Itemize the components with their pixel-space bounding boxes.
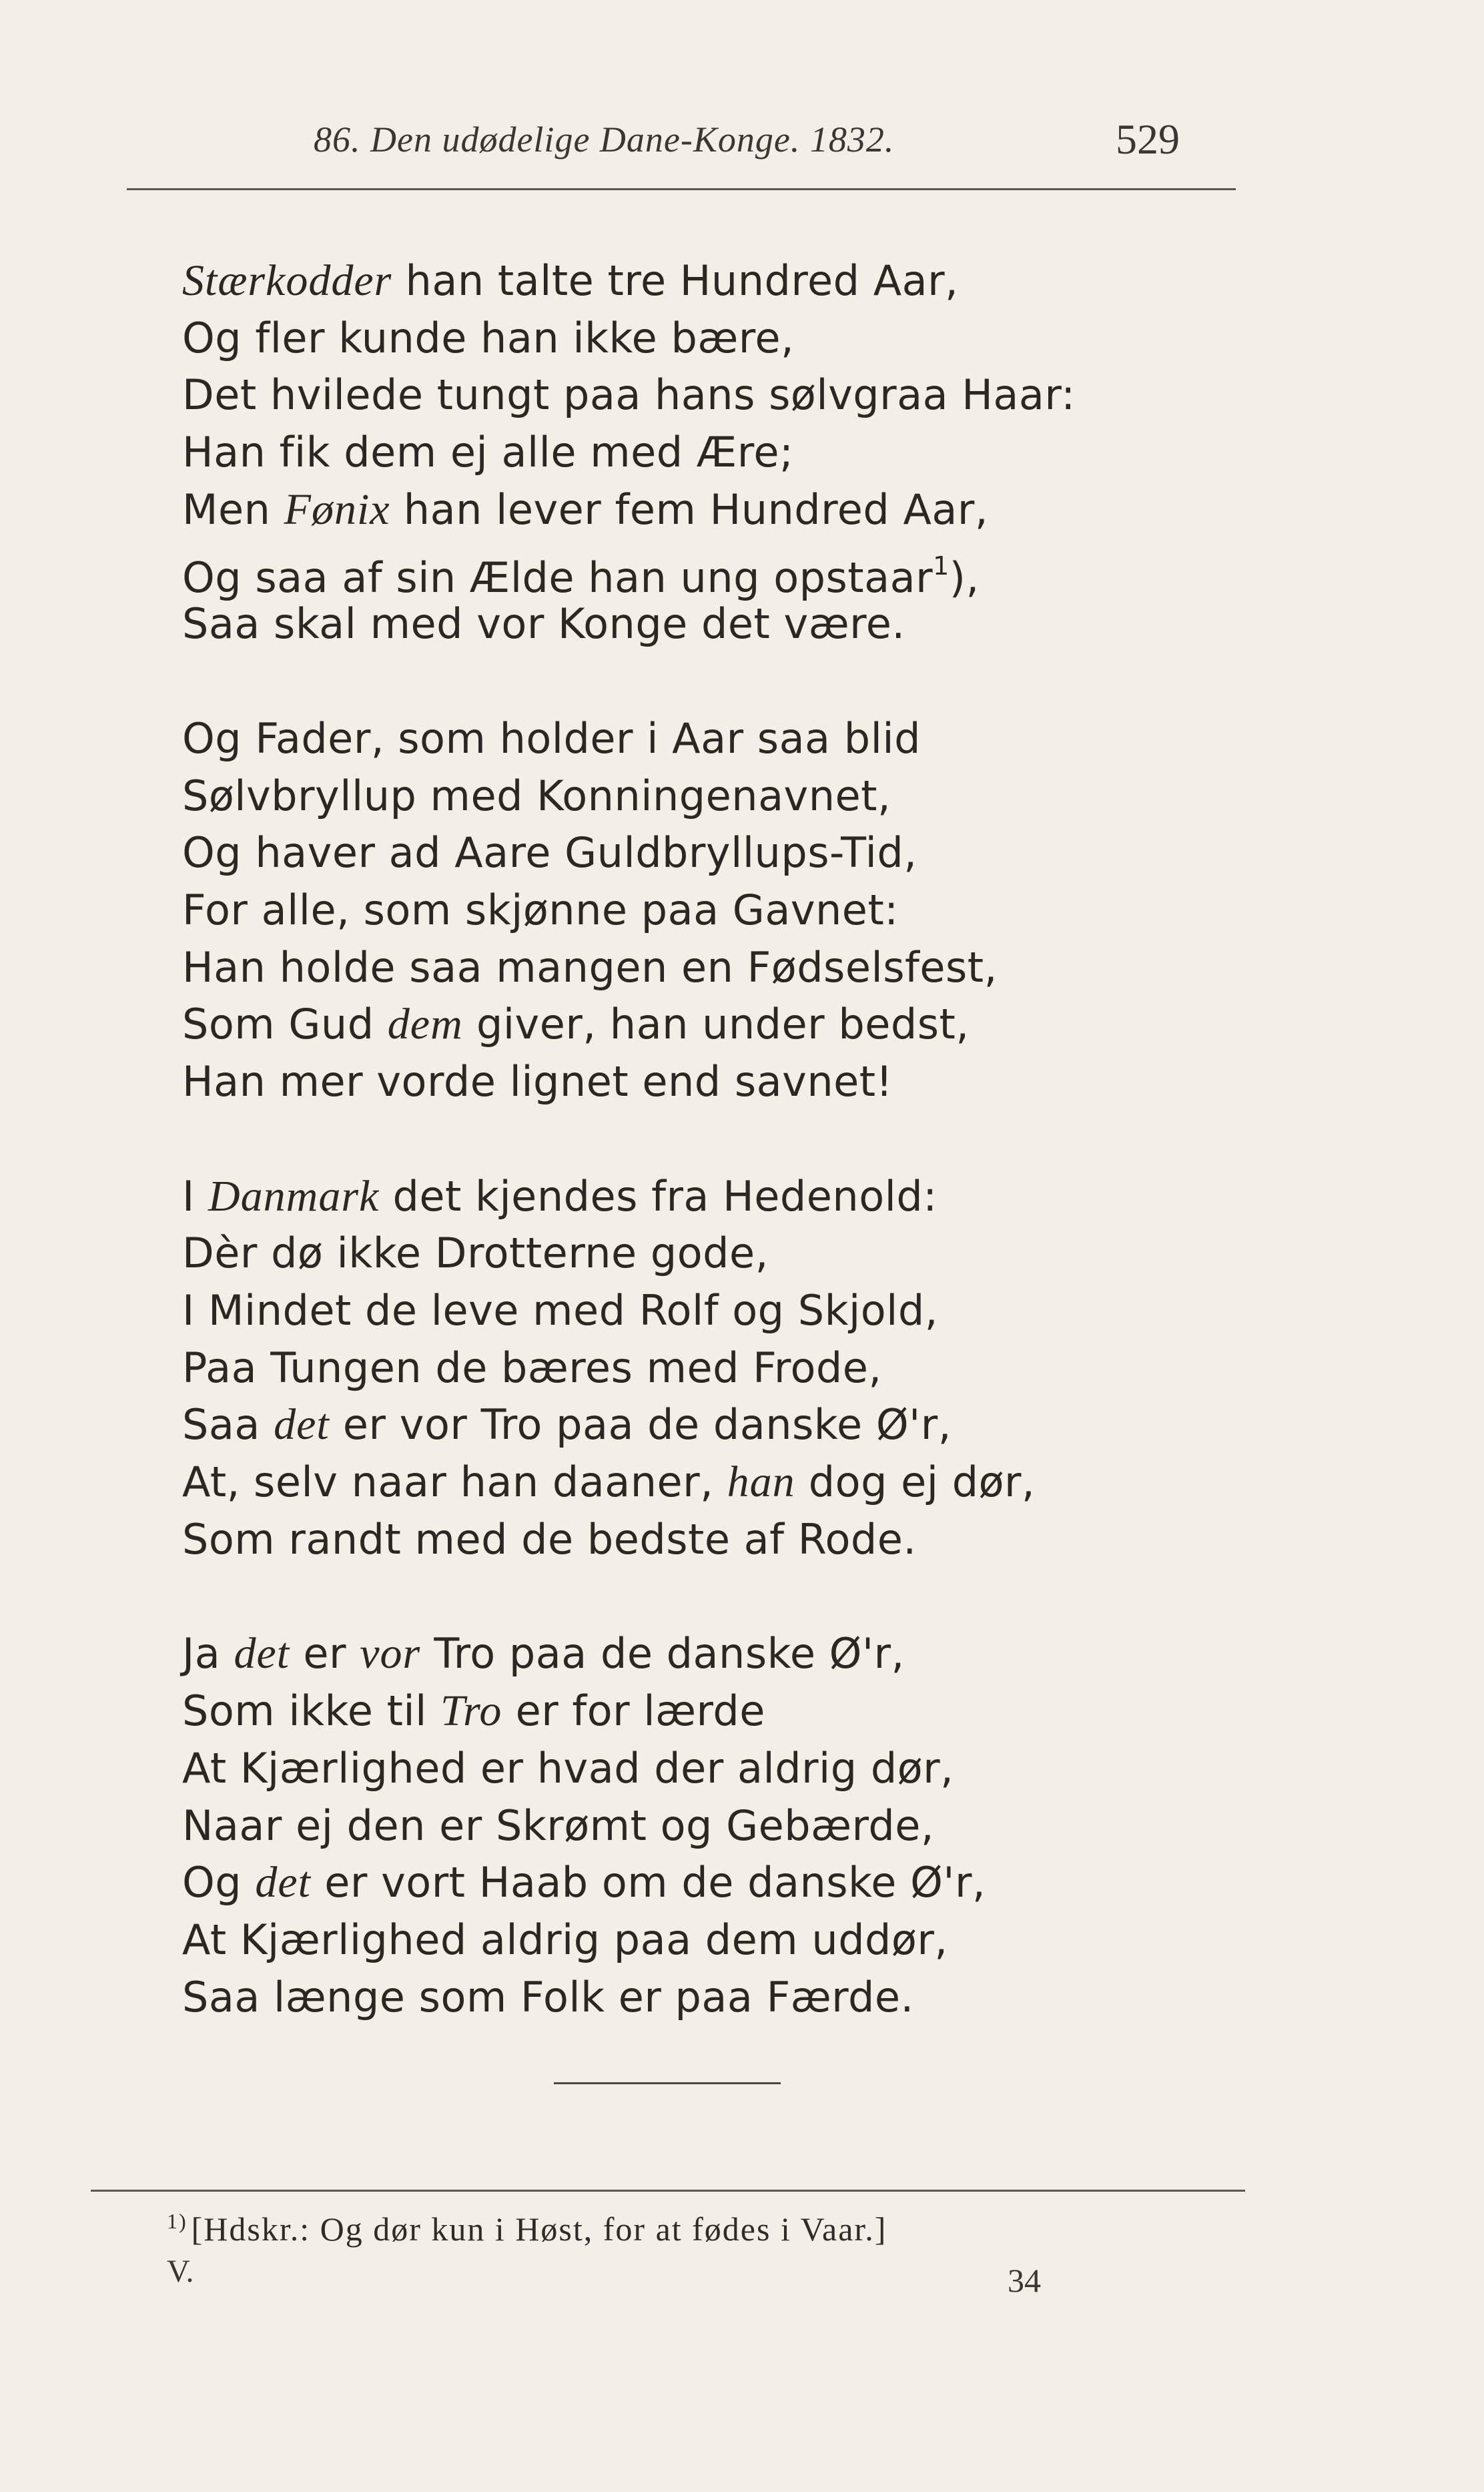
line-text: er vor Tro paa de danske Ø'r, <box>329 1400 952 1450</box>
poem-line <box>182 1740 1383 1797</box>
footnote-reference: 1 <box>933 551 950 581</box>
poem-line <box>182 996 1383 1053</box>
line-text: det kjendes fra Hedenold: <box>379 1171 938 1221</box>
line-text: Dèr dø ikke Drotterne gode, <box>182 1229 769 1278</box>
poem-line <box>182 1339 1383 1397</box>
line-text: I Mindet de leve med Rolf og Skjold, <box>182 1286 938 1335</box>
poem-line <box>182 1168 1383 1225</box>
line-text: Saa længe som Folk er paa Færde. <box>182 1972 914 2021</box>
line-text: dog ej dør, <box>795 1458 1036 1507</box>
line-text: Det hvilede tungt paa hans sølvgraa Haar: <box>182 370 1076 420</box>
poem-line <box>182 1682 1383 1740</box>
line-text: er for lærde <box>502 1686 765 1736</box>
line-text: Han holde saa mangen en Fødselsfest, <box>182 942 998 992</box>
header-rule <box>127 188 1236 190</box>
poem-line <box>182 366 1383 424</box>
line-text: Og fler kunde han ikke bære, <box>182 313 795 362</box>
line-text: ), <box>949 553 980 603</box>
poem-line <box>182 1854 1383 1911</box>
poem-line <box>182 939 1383 996</box>
poem-line <box>182 882 1383 939</box>
sheet-number: 34 <box>1008 2262 1041 2299</box>
poem-line <box>182 1511 1383 1568</box>
poem-line <box>182 1969 1383 2026</box>
poem-line <box>182 1053 1383 1111</box>
stanza <box>182 252 1383 653</box>
end-rule <box>554 2082 781 2084</box>
italic-word: vor <box>360 1629 421 1678</box>
italic-word: dem <box>387 1000 463 1049</box>
poem-line <box>182 1797 1383 1855</box>
line-text: er <box>290 1629 360 1678</box>
poem-line <box>182 595 1383 653</box>
line-text: Sølvbryllup med Konningenavnet, <box>182 771 891 820</box>
line-text: Naar ej den er Skrømt og Gebærde, <box>182 1801 935 1850</box>
italic-word: han <box>727 1458 795 1507</box>
line-text: Ja <box>182 1629 234 1678</box>
italic-word: det <box>255 1858 312 1907</box>
footnote-text: [Hdskr.: Og dør kun i Høst, for at fødes i Vaar.] <box>191 2210 887 2248</box>
line-text: Men <box>182 485 284 534</box>
poem-line <box>182 1454 1383 1511</box>
line-text: Som Gud <box>182 1000 388 1049</box>
italic-word: det <box>234 1629 290 1678</box>
poem <box>182 252 1383 2026</box>
page-number: 529 <box>1116 115 1180 163</box>
poem-line <box>182 424 1383 481</box>
poem-line <box>182 1225 1383 1282</box>
line-text: Tro paa de danske Ø'r, <box>420 1629 905 1678</box>
line-text: giver, han under bedst, <box>462 1000 970 1049</box>
poem-line <box>182 252 1383 310</box>
poem-line <box>182 310 1383 367</box>
stanza <box>182 710 1383 1111</box>
poem-line <box>182 1396 1383 1454</box>
poem-line <box>182 1911 1383 1969</box>
footnote-mark: 1) <box>167 2209 188 2233</box>
line-text: Som randt med de bedste af Rode. <box>182 1514 917 1564</box>
line-text: At Kjærlighed aldrig paa dem uddør, <box>182 1915 948 1964</box>
line-text: Han mer vorde lignet end savnet! <box>182 1056 893 1106</box>
italic-word: Tro <box>440 1686 502 1736</box>
line-text: I <box>182 1171 208 1221</box>
line-text: Paa Tungen de bæres med Frode, <box>182 1343 882 1392</box>
italic-word: Stærkodder <box>182 256 392 305</box>
italic-word: det <box>274 1400 330 1450</box>
line-text: Saa skal med vor Konge det være. <box>182 599 905 649</box>
footnote <box>167 2209 887 2248</box>
line-text: han lever fem Hundred Aar, <box>390 485 989 534</box>
line-text: At Kjærlighed er hvad der aldrig dør, <box>182 1743 954 1793</box>
poem-line <box>182 767 1383 825</box>
italic-word: Fønix <box>284 485 390 534</box>
line-text: Og Fader, som holder i Aar saa blid <box>182 713 921 763</box>
poem-line <box>182 1625 1383 1682</box>
poem-line <box>182 824 1383 882</box>
italic-word: Danmark <box>208 1171 380 1221</box>
line-text: Og haver ad Aare Guldbryllups-Tid, <box>182 828 917 878</box>
line-text: Og <box>182 1858 256 1907</box>
line-text: For alle, som skjønne paa Gavnet: <box>182 885 899 934</box>
signature-mark: V. <box>167 2254 194 2289</box>
running-head: 86. Den udødelige Dane-Konge. 1832. <box>314 119 895 160</box>
line-text: han talte tre Hundred Aar, <box>392 256 959 305</box>
stanza <box>182 1168 1383 1568</box>
poem-line <box>182 710 1383 767</box>
line-text: Som ikke til <box>182 1686 441 1736</box>
line-text: Han fik dem ej alle med Ære; <box>182 428 794 477</box>
poem-line <box>182 481 1383 539</box>
stanza <box>182 1625 1383 2026</box>
poem-line <box>182 538 1383 603</box>
poem-line <box>182 1282 1383 1339</box>
line-text: At, selv naar han daaner, <box>182 1458 727 1507</box>
line-text: er vort Haab om de danske Ø'r, <box>311 1858 986 1907</box>
footnote-rule <box>91 2190 1245 2192</box>
line-text: Saa <box>182 1400 274 1450</box>
line-text: Og saa af sin Ælde han ung opstaar <box>182 553 934 603</box>
